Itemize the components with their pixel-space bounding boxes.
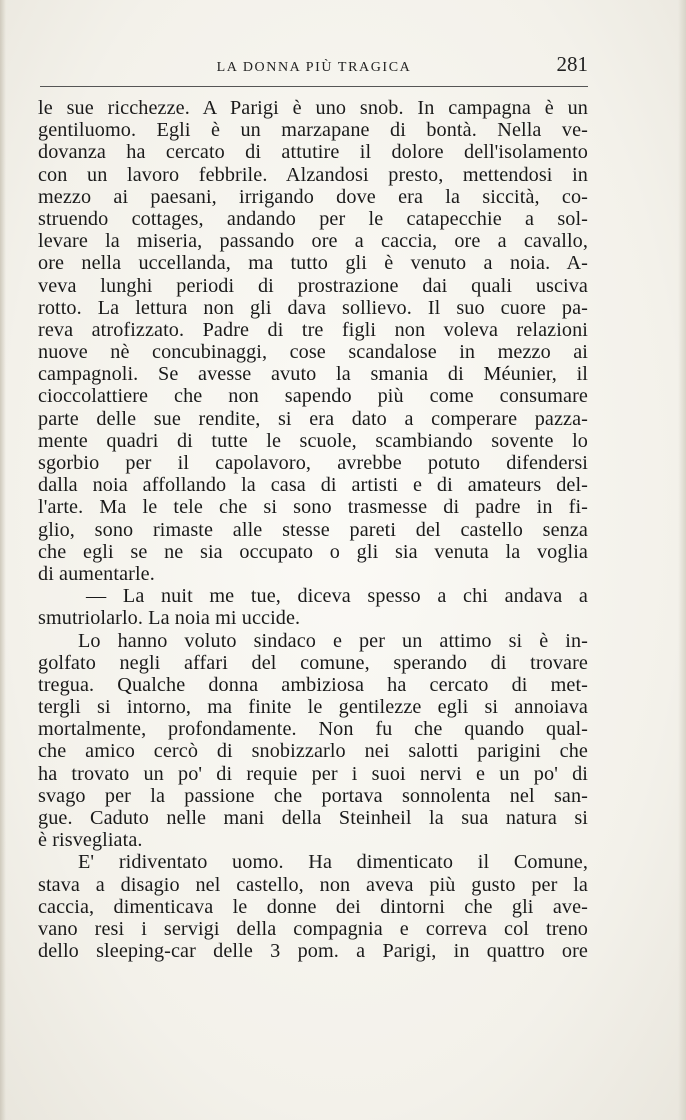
text-line: con un lavoro febbrile. Alzandosi presto, mettendosi in	[38, 163, 588, 186]
text-line: struendo cottages, andando per le catapecchie a sol-	[38, 207, 588, 230]
text-line: veva lunghi periodi di prostrazione dai quali usciva	[38, 274, 588, 297]
text-line: svago per la passione che portava sonnolenta nel san-	[38, 784, 588, 807]
text-line: glio, sono rimaste alle stesse pareti del castello senza	[38, 518, 588, 541]
text-line: golfato negli affari del comune, sperando di trovare	[38, 651, 588, 674]
running-head	[40, 52, 588, 82]
text-line: ha trovato un po' di requie per i suoi nervi e un po' di	[38, 762, 588, 785]
header-rule	[40, 86, 588, 87]
text-line: è risvegliata.	[38, 829, 143, 852]
text-line: gentiluomo. Egli è un marzapane di bontà. Nella ve-	[38, 119, 588, 142]
text-line: dalla noia affollando la casa di artisti e di amateurs del-	[38, 474, 588, 497]
text-line: rotto. La lettura non gli dava sollievo. Il suo cuore pa-	[38, 296, 588, 319]
text-line: mezzo ai paesani, irrigando dove era la siccità, co-	[38, 185, 588, 208]
body-text	[38, 97, 588, 962]
running-title: LA DONNA PIÙ TRAGICA	[216, 60, 412, 75]
text-line: campagnoli. Se avesse avuto la smania di Méunier, il	[38, 363, 588, 386]
text-line: cioccolattiere che non sapendo più come consumare	[38, 385, 588, 408]
text-line: levare la miseria, passando ore a caccia, ore a cavallo,	[38, 230, 588, 253]
text-line: che amico cercò di snobizzarlo nei salotti parigini che	[38, 740, 588, 763]
text-line: mente quadri di tutte le scuole, scambiando sovente lo	[38, 429, 588, 452]
text-line: l'arte. Ma le tele che si sono trasmesse di padre in fi-	[38, 496, 588, 519]
text-line: caccia, dimenticava le donne dei dintorni che gli ave-	[38, 895, 588, 918]
text-line: gue. Caduto nelle mani della Steinheil la sua natura si	[38, 807, 588, 829]
text-line: Lo hanno voluto sindaco e per un attimo si è in-	[78, 629, 588, 652]
text-line: ore nella uccellanda, ma tutto gli è venuto a noia. A-	[38, 252, 588, 275]
text-line: stava a disagio nel castello, non aveva più gusto per la	[38, 873, 588, 896]
text-line: nuove nè concubinaggi, cose scandalose in mezzo ai	[38, 341, 588, 364]
text-line: smutriolarlo. La noia mi uccide.	[38, 607, 301, 630]
page-edge-shadow-left	[0, 0, 6, 1120]
text-line: tregua. Qualche donna ambiziosa ha cercato di met-	[38, 673, 588, 696]
text-line: reva atrofizzato. Padre di tre figli non voleva relazioni	[38, 318, 588, 341]
text-line: mortalmente, profondamente. Non fu che quando qual-	[38, 718, 588, 741]
text-line: E' ridiventato uomo. Ha dimenticato il Comune,	[78, 851, 588, 874]
text-line: dello sleeping-car delle 3 pom. a Parigi, in quattro ore	[38, 940, 588, 963]
text-line: vano resi i servigi della compagnia e correva col treno	[38, 917, 588, 940]
text-line: sgorbio per il capolavoro, avrebbe potuto difendersi	[38, 452, 588, 474]
page-number: 281	[556, 52, 588, 76]
text-line: che egli se ne sia occupato o gli sia venuta la voglia	[38, 540, 588, 563]
text-line: tergli si intorno, ma finite le gentilezze egli si annoiava	[38, 696, 588, 719]
text-line: dovanza ha cercato di attutire il dolore dell'isolamento	[38, 141, 588, 164]
text-line: le sue ricchezze. A Parigi è uno snob. In campagna è un	[38, 97, 588, 119]
text-line: parte delle sue rendite, si era dato a comperare pazza-	[38, 407, 588, 430]
text-line: di aumentarle.	[38, 562, 155, 585]
page-edge-shadow-right	[678, 0, 686, 1120]
text-line: — La nuit me tue, diceva spesso a chi andava a	[86, 585, 588, 608]
